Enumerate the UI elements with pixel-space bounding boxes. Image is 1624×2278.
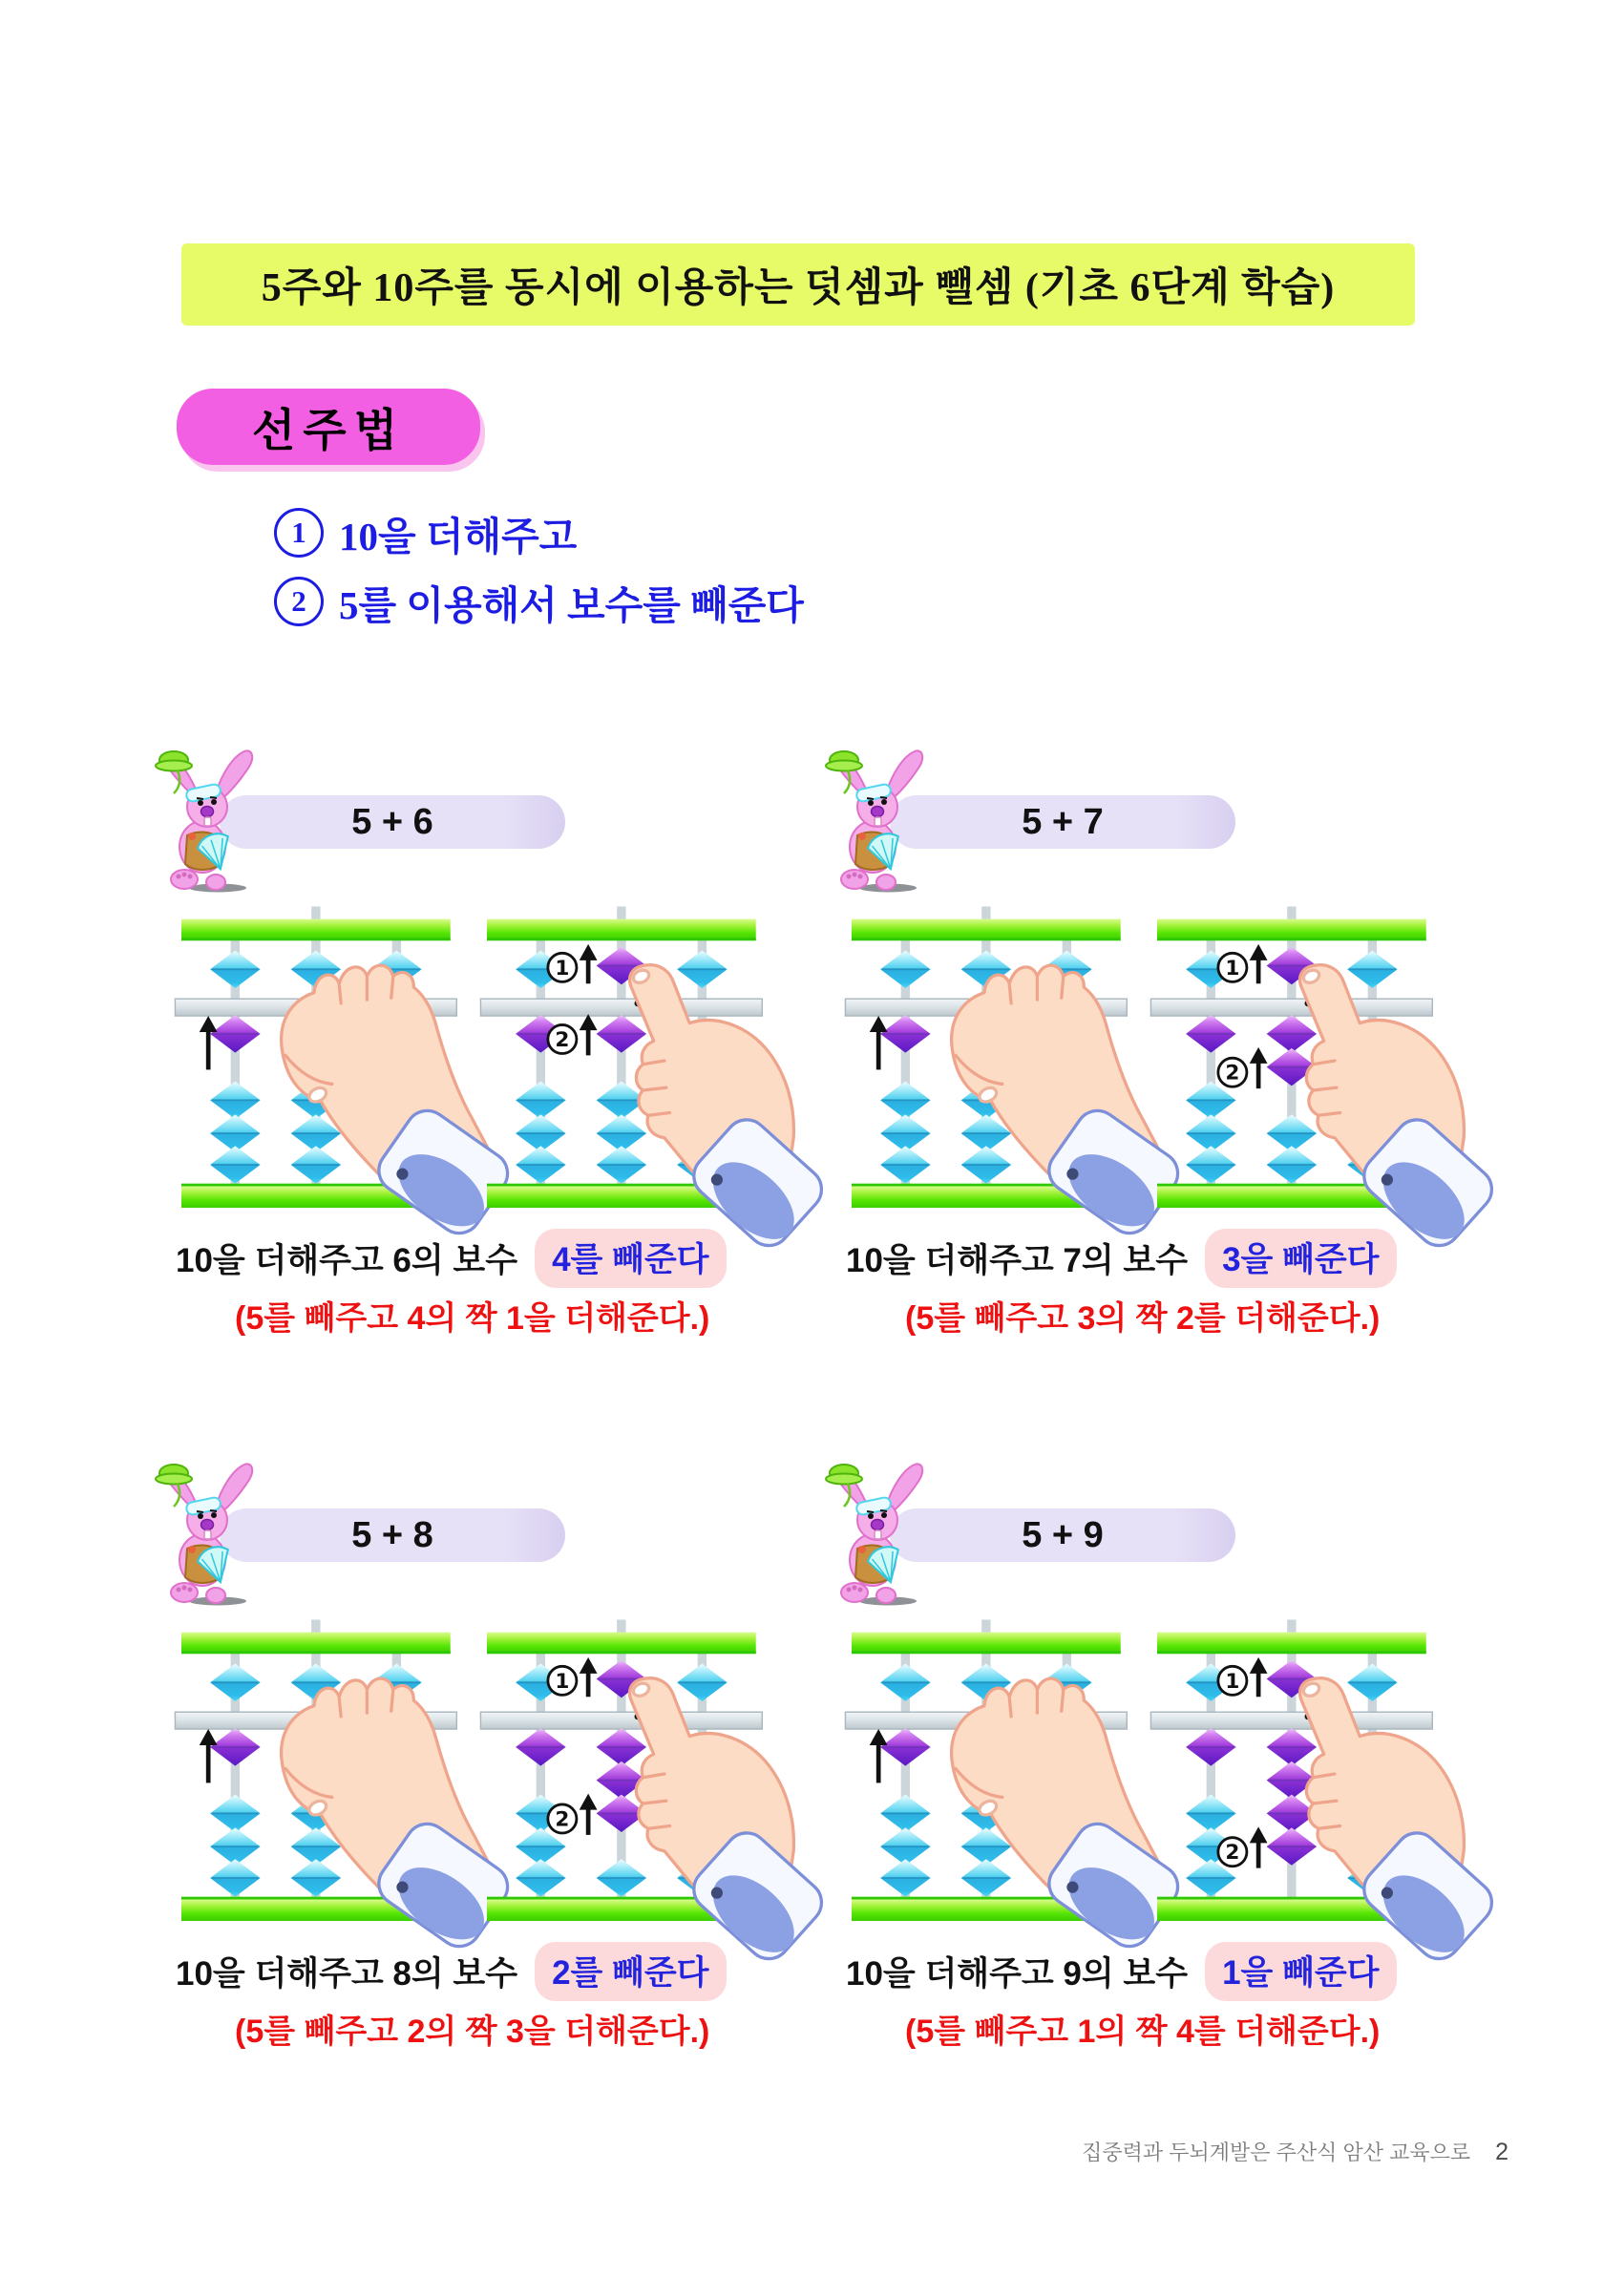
caption-text: 10을 더해주고 6의 보수 (176, 1242, 518, 1279)
caption-text: 10을 더해주고 7의 보수 (846, 1242, 1189, 1279)
caption-line (176, 1942, 727, 2001)
svg-text:1: 1 (555, 956, 570, 981)
expression-pill (220, 795, 565, 849)
svg-text:2: 2 (555, 1027, 570, 1052)
caption-note: (5를 빼주고 3의 짝 2를 더해준다.) (905, 1300, 1381, 1337)
circled-number-icon: 2 (274, 577, 324, 626)
caption-text: 10을 더해주고 8의 보수 (176, 1955, 518, 1993)
abacus-before-illustration (852, 1627, 1161, 1936)
caption-note: (5를 빼주고 4의 짝 1을 더해준다.) (235, 1300, 710, 1337)
svg-text:1: 1 (1225, 956, 1240, 981)
example-block-5plus9 (842, 1463, 1510, 2108)
svg-text:2: 2 (1225, 1841, 1240, 1866)
example-block-5plus6 (172, 749, 840, 1395)
caption-highlight: 1을 빼준다 (1205, 1942, 1396, 2001)
page-title: 5주와 10주를 동시에 이용하는 덧셈과 뺄셈 (기초 6단계 학습) (181, 243, 1415, 326)
abacus-before-illustration (181, 1627, 491, 1936)
abacus-after-illustration (487, 1627, 796, 1936)
caption-highlight: 3을 빼준다 (1205, 1229, 1396, 1288)
caption-line (846, 1229, 1397, 1288)
caption-line (176, 1229, 727, 1288)
caption-note: (5를 빼주고 2의 짝 3을 더해준다.) (235, 2014, 710, 2050)
expression-label: 5 + 8 (351, 1514, 433, 1555)
example-block-5plus7 (842, 749, 1510, 1395)
method-title-badge: 선주법 (177, 389, 480, 465)
bunny-mascot-icon (825, 1457, 938, 1612)
expression-pill (890, 795, 1235, 849)
svg-text:1: 1 (555, 1669, 570, 1694)
abacus-after-illustration (1157, 914, 1466, 1223)
caption-line (846, 1942, 1397, 2001)
footer-slogan: 집중력과 두뇌계발은 주산식 암산 교육으로 (1082, 2141, 1471, 2164)
expression-pill (890, 1508, 1235, 1562)
svg-text:2: 2 (1225, 1061, 1240, 1086)
caption-highlight: 2를 빼준다 (535, 1942, 726, 2001)
page-footer (821, 2137, 1508, 2166)
abacus-after-illustration (487, 914, 796, 1223)
abacus-before-illustration (852, 914, 1161, 1223)
method-step-1 (274, 506, 804, 559)
method-step-text: 10을 더해주고 (339, 514, 578, 559)
abacus-before-illustration (181, 914, 491, 1223)
expression-label: 5 + 7 (1022, 801, 1104, 842)
expression-pill (220, 1508, 565, 1562)
method-step-2 (274, 575, 804, 628)
svg-text:1: 1 (1225, 1669, 1240, 1694)
expression-label: 5 + 6 (351, 801, 433, 842)
svg-text:2: 2 (555, 1807, 570, 1832)
example-block-5plus8 (172, 1463, 840, 2108)
bunny-mascot-icon (155, 744, 267, 898)
abacus-after-illustration (1157, 1627, 1466, 1936)
method-step-text: 5를 이용해서 보수를 빼준다 (339, 582, 804, 627)
caption-highlight: 4를 빼준다 (535, 1229, 726, 1288)
caption-text: 10을 더해주고 9의 보수 (846, 1955, 1189, 1993)
bunny-mascot-icon (825, 744, 938, 898)
page-number: 2 (1495, 2139, 1508, 2165)
caption-note: (5를 빼주고 1의 짝 4를 더해준다.) (905, 2014, 1381, 2050)
method-steps (274, 506, 804, 643)
bunny-mascot-icon (155, 1457, 267, 1612)
circled-number-icon: 1 (274, 508, 324, 558)
expression-label: 5 + 9 (1022, 1514, 1104, 1555)
